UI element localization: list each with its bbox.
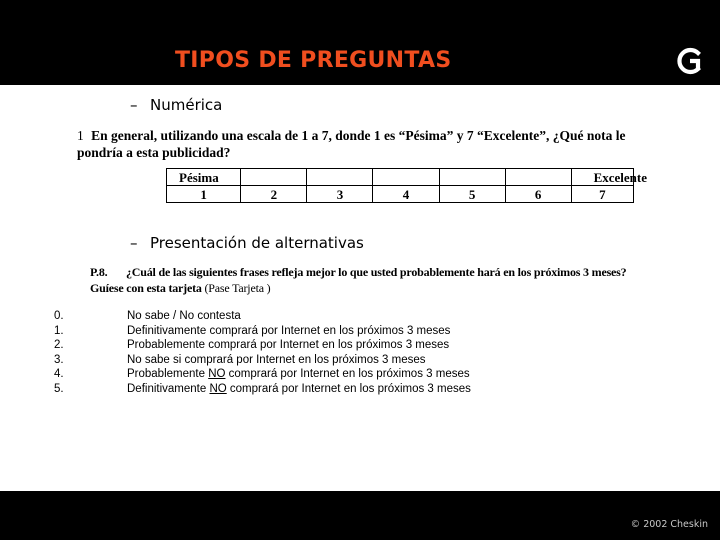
instruction-text: Guíese con esta tarjeta: [90, 281, 202, 295]
instruction-note: (Pase Tarjeta ): [204, 281, 271, 295]
option-codes: [54, 309, 64, 396]
cheskin-logo-icon: [676, 47, 704, 75]
emphasis-no: NO: [209, 382, 227, 395]
scale-low-label: Pésima: [167, 169, 241, 186]
scale-blank-cell: [307, 169, 373, 186]
scale-high-label: Excelente: [571, 169, 633, 186]
bullet-dash: –: [130, 234, 138, 252]
scale-blank-cell: [241, 169, 307, 186]
scale-blank-cell: [373, 169, 439, 186]
bullet-label: Presentación de alternativas: [150, 234, 364, 252]
option-text: Definitivamente NO comprará por Internet en los próximos 3 meses: [127, 382, 471, 395]
scale-value: 5: [439, 186, 505, 203]
bullet-label: Numérica: [150, 96, 223, 114]
scale-blank-cell: [439, 169, 505, 186]
option-texts: [127, 309, 471, 396]
question-code: P.8.: [90, 265, 108, 279]
option-text: Definitivamente comprará por Internet en los próximos 3 meses: [127, 324, 451, 337]
option-code: 4.: [54, 368, 64, 380]
option-text: Probablemente comprará por Internet en los próximos 3 meses: [127, 339, 450, 351]
option-code: 0.: [54, 310, 64, 322]
page-title: TIPOS DE PREGUNTAS: [175, 48, 452, 73]
rating-scale: [166, 168, 647, 208]
scale-value: 4: [373, 186, 439, 203]
option-code: 3.: [54, 353, 64, 366]
question-text: En general, utilizando una escala de 1 a 7, donde 1 es “Pésima” y 7 “Excelente”, ¿Qué nota le pondría a esta publicidad?: [77, 128, 626, 160]
bullet-numerica: [130, 96, 222, 114]
option-code: 5.: [54, 382, 64, 395]
scale-value: 6: [505, 186, 571, 203]
scale-value: 1: [167, 186, 241, 203]
scale-blank-cell: [505, 169, 571, 186]
bullet-dash: –: [130, 96, 138, 114]
option-text: No sabe / No contesta: [127, 310, 241, 322]
scale-value: 3: [307, 186, 373, 203]
question-p8: [90, 264, 690, 296]
question-number: 1: [77, 128, 84, 143]
scale-value: 7: [571, 186, 633, 203]
copyright-text: © 2002 Cheskin: [630, 519, 708, 530]
option-code: 2.: [54, 339, 64, 351]
question-text: ¿Cuál de las siguientes frases refleja mejor lo que usted probablemente hará en los próximos 3 meses?: [126, 265, 627, 279]
question-1: [77, 127, 637, 161]
option-text: No sabe si comprará por Internet en los próximos 3 meses: [127, 353, 426, 366]
option-code: 1.: [54, 324, 64, 337]
scale-value: 2: [241, 186, 307, 203]
option-text: Probablemente NO comprará por Internet en los próximos 3 meses: [127, 368, 470, 380]
bullet-alternativas: [130, 234, 364, 252]
footer-bar: [0, 491, 720, 540]
emphasis-no: NO: [208, 368, 226, 380]
